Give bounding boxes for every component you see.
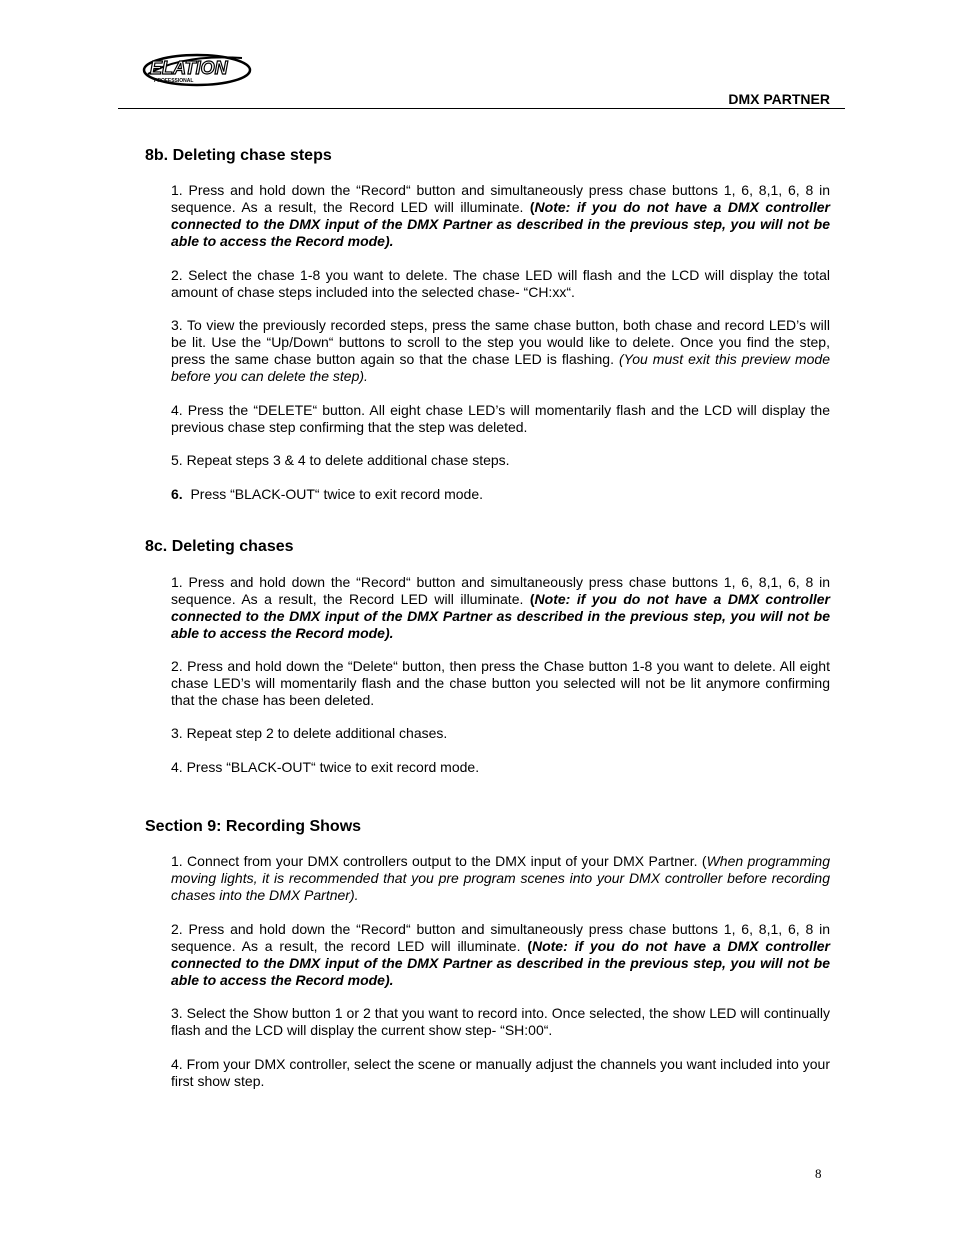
document-title: DMX PARTNER xyxy=(728,91,830,107)
s9-step-1: 1. Connect from your DMX controllers output to the DMX input of your DMX Partner. (When programming moving lights, it is recommended that you pre program scenes into your DMX controller before recording chases into the DMX Partner). xyxy=(171,853,830,903)
s8b-step-4: 4. Press the “DELETE“ button. All eight chase LED’s will momentarily flash and the LCD will display the previous chase step confirming that the step was deleted. xyxy=(171,402,830,435)
section-8c-heading: 8c. Deleting chases xyxy=(145,538,294,555)
logo-text: ELATION xyxy=(150,58,228,78)
record-mode-note: Note: if you do not have a DMX controller connected to the DMX input of the DMX Partner as described in the previous step, you will not be able to access the Record mode). xyxy=(171,591,830,641)
s9-step-3: 3. Select the Show button 1 or 2 that you want to record into. Once selected, the show LED will continually flash and the LCD will display the current show step- “SH:00“. xyxy=(171,1005,830,1038)
s9-step-2: 2. Press and hold down the “Record“ button and simultaneously press chase buttons 1, 6, 8,1, 6, 8 in sequence. As a result, the record LED will illuminate. (Note: if you do not have a DMX controller connected to the DMX input of the DMX Partner as described in the previous step, you will not be able to access the Record mode). xyxy=(171,921,830,988)
s8c-step-2: 2. Press and hold down the “Delete“ button, then press the Chase button 1-8 you want to delete. All eight chase LED’s will momentarily flash and the chase button you selected will not be lit anymore confirming that the chase has been deleted. xyxy=(171,658,830,708)
s8c-step-3: 3. Repeat step 2 to delete additional chases. xyxy=(171,725,448,741)
page-number: 8 xyxy=(815,1166,822,1181)
section-9-heading: Section 9: Recording Shows xyxy=(145,818,362,835)
s8b-step-6: 6. Press “BLACK-OUT“ twice to exit record mode. xyxy=(171,486,483,502)
record-mode-note: Note: if you do not have a DMX controller connected to the DMX input of the DMX Partner as described in the previous step, you will not be able to access the Record mode). xyxy=(171,938,830,988)
s8b-step-2: 2. Select the chase 1-8 you want to delete. The chase LED will flash and the LCD will display the total amount of chase steps included into the selected chase- “CH:xx“. xyxy=(171,267,830,300)
s8c-step-1: 1. Press and hold down the “Record“ button and simultaneously press chase buttons 1, 6, 8,1, 6, 8 in sequence. As a result, the Record LED will illuminate. (Note: if you do not have a DMX controller connected to the DMX input of the DMX Partner as described in the previous step, you will not be able to access the Record mode). xyxy=(171,574,830,641)
header-divider xyxy=(118,108,845,109)
elation-logo xyxy=(142,50,252,88)
s9-step-4: 4. From your DMX controller, select the scene or manually adjust the channels you want included into your first show step. xyxy=(171,1056,830,1089)
s8c-step-4: 4. Press “BLACK-OUT“ twice to exit record mode. xyxy=(171,759,480,775)
s8b-step-5: 5. Repeat steps 3 & 4 to delete additional chase steps. xyxy=(171,452,510,468)
s8b-step-1: 1. Press and hold down the “Record“ button and simultaneously press chase buttons 1, 6, 8,1, 6, 8 in sequence. As a result, the Record LED will illuminate. (Note: if you do not have a DMX controller connected to the DMX input of the DMX Partner as described in the previous step, you will not be able to access the Record mode). xyxy=(171,182,830,249)
logo-subtext: PROFESSIONAL xyxy=(154,78,194,84)
section-8b-heading: 8b. Deleting chase steps xyxy=(145,147,332,164)
record-mode-note: Note: if you do not have a DMX controller connected to the DMX input of the DMX Partner as described in the previous step, you will not be able to access the Record mode). xyxy=(171,199,830,249)
s8b-step-3: 3. To view the previously recorded steps, press the same chase button, both chase and record LED’s will be lit. Use the “Up/Down“ buttons to scroll to the step you would like to delete. Once you find the step, press the same chase button again so that the chase LED is flashing. (You must exit this preview mode before you can delete the step). xyxy=(171,317,831,384)
